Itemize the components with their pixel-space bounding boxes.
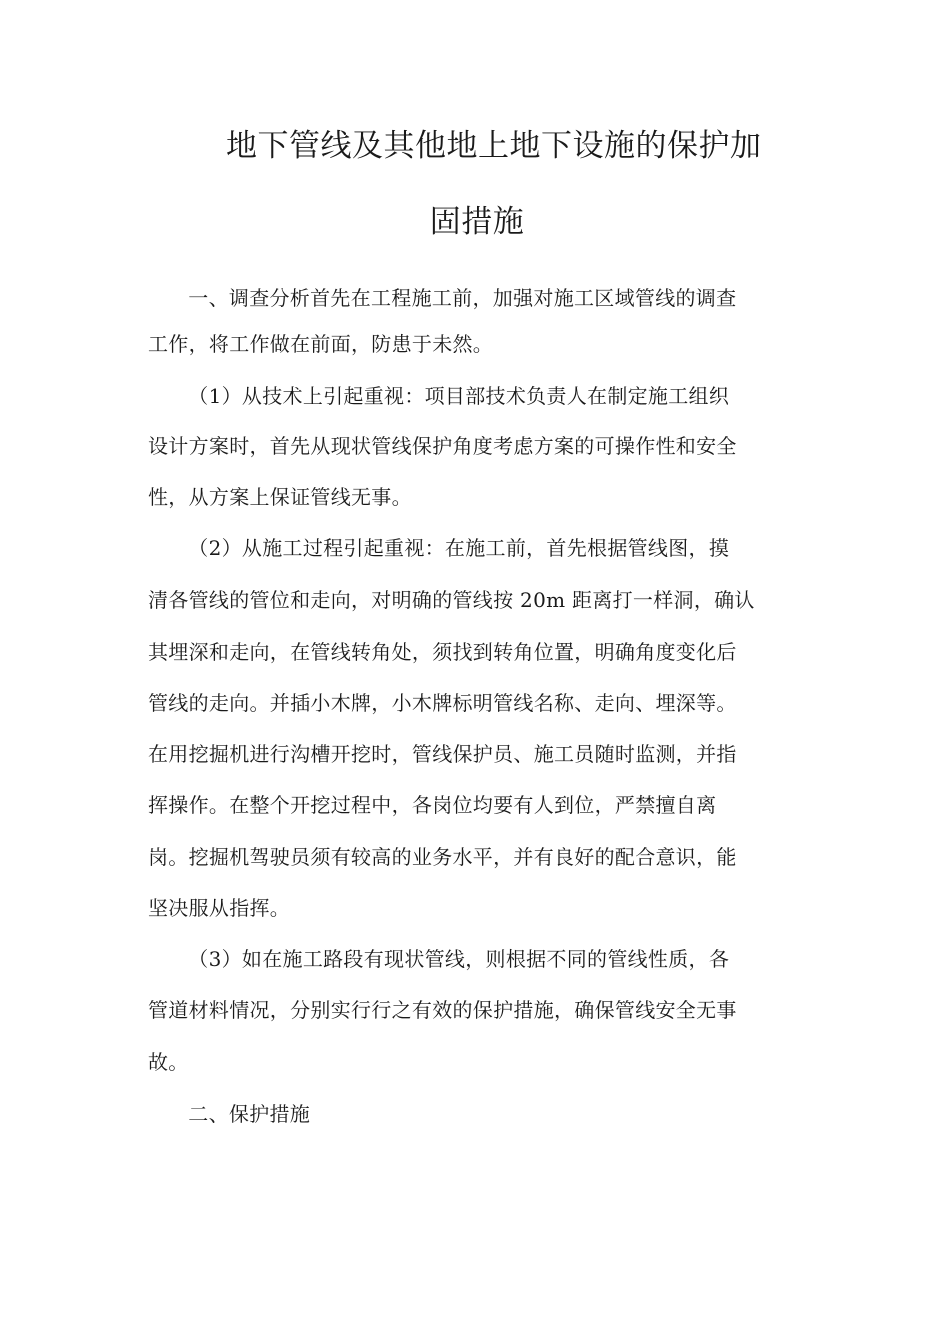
document-title-line-1: 地下管线及其他地上地下设施的保护加 bbox=[226, 128, 762, 164]
section-heading: 二、保护措施 bbox=[168, 1102, 311, 1126]
paragraph-line: 工作，将工作做在前面，防患于未然。 bbox=[148, 332, 494, 356]
paragraph-line: （3）如在施工路段有现状管线，则根据不同的管线性质，各 bbox=[178, 947, 730, 971]
paragraph-line: （1）从技术上引起重视：项目部技术负责人在制定施工组织 bbox=[178, 384, 730, 408]
paragraph-line: 管线的走向。并插小木牌，小木牌标明管线名称、走向、埋深等。 bbox=[148, 691, 737, 715]
paragraph-line: 挥操作。在整个开挖过程中，各岗位均要有人到位，严禁擅自离 bbox=[148, 793, 717, 817]
paragraph-line: 清各管线的管位和走向，对明确的管线按 20m 距离打一样洞，确认 bbox=[148, 588, 755, 612]
document-title-line-2: 固措施 bbox=[429, 204, 525, 240]
paragraph-line: 在用挖掘机进行沟槽开挖时，管线保护员、施工员随时监测，并指 bbox=[148, 742, 737, 766]
paragraph-line: 性，从方案上保证管线无事。 bbox=[148, 485, 412, 509]
paragraph-line: 其埋深和走向，在管线转角处，须找到转角位置，明确角度变化后 bbox=[148, 640, 737, 664]
paragraph-line: 坚决服从指挥。 bbox=[148, 896, 291, 920]
paragraph-line: （2）从施工过程引起重视：在施工前，首先根据管线图，摸 bbox=[178, 536, 730, 560]
paragraph-line: 故。 bbox=[148, 1050, 189, 1074]
paragraph-line: 管道材料情况，分别实行行之有效的保护措施，确保管线安全无事 bbox=[148, 998, 737, 1022]
paragraph-line: 一、调查分析首先在工程施工前，加强对施工区域管线的调查 bbox=[168, 286, 737, 310]
paragraph-line: 设计方案时，首先从现状管线保护角度考虑方案的可操作性和安全 bbox=[148, 434, 737, 458]
paragraph-line: 岗。挖掘机驾驶员须有较高的业务水平，并有良好的配合意识，能 bbox=[148, 845, 737, 869]
